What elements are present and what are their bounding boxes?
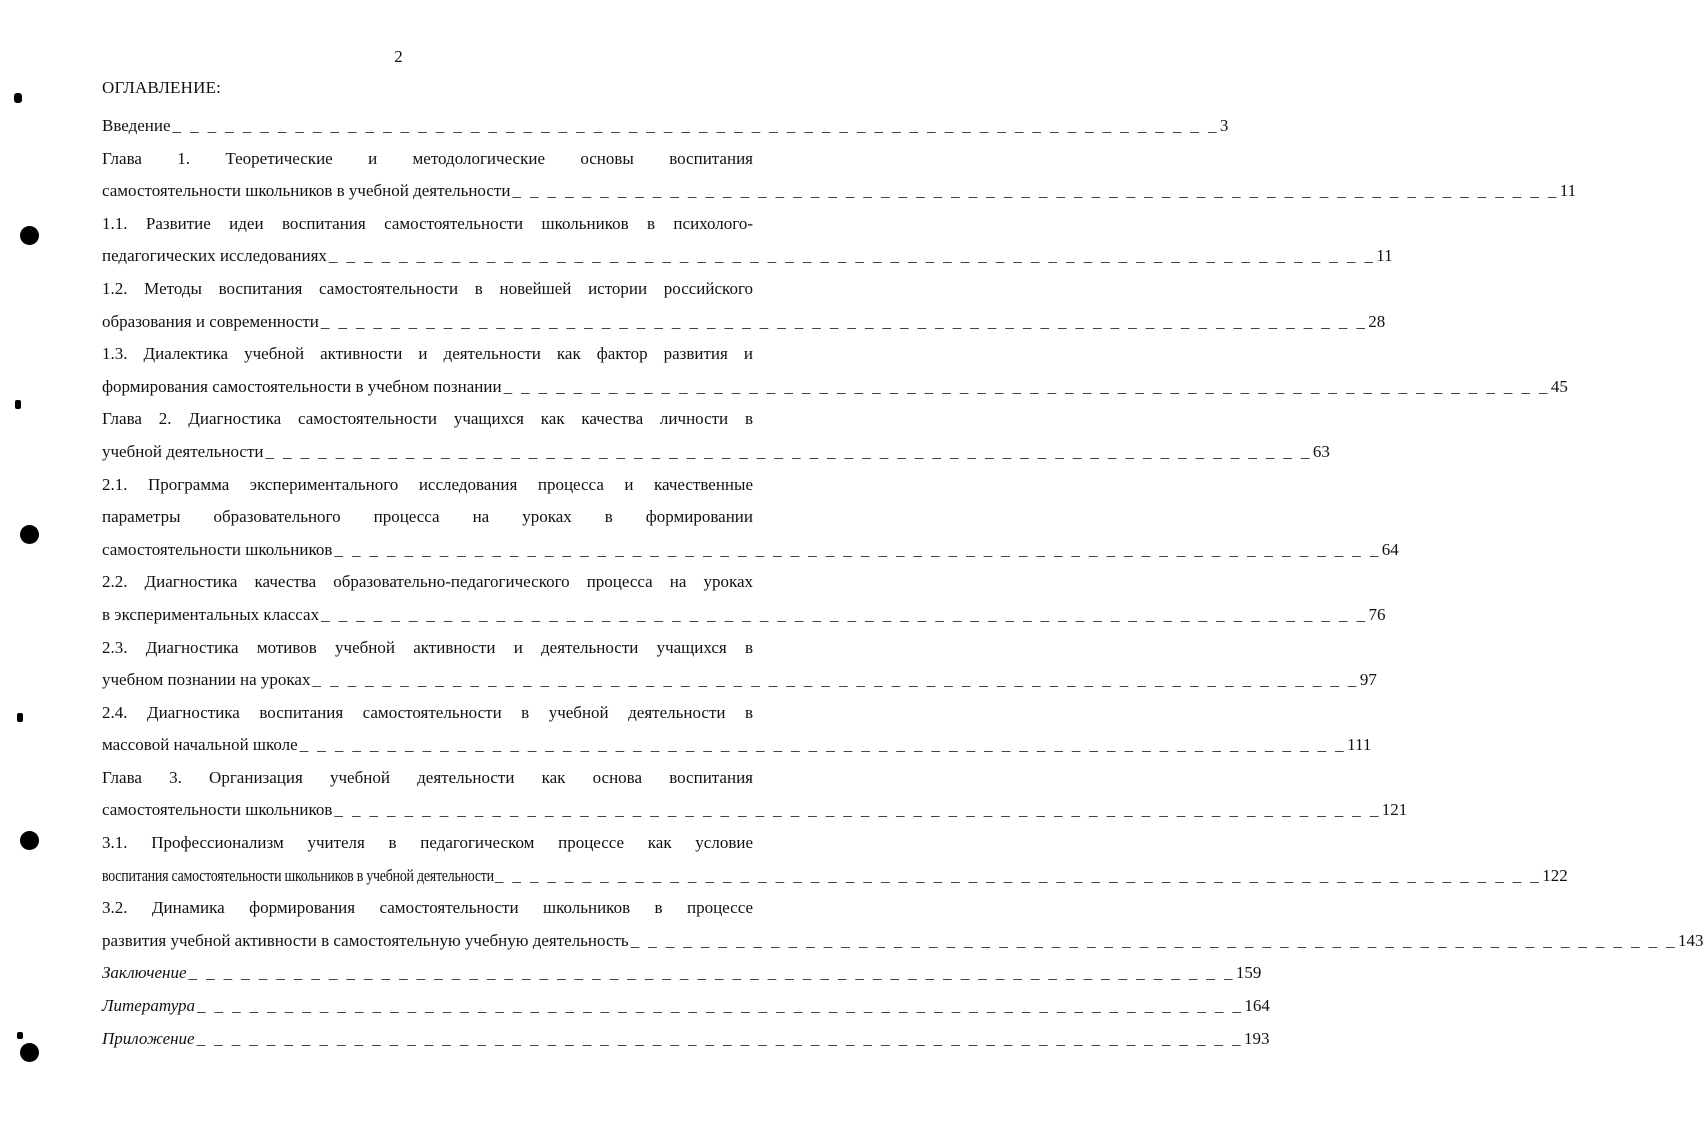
toc-entry-title: педагогических исследованиях (102, 246, 327, 266)
toc-entry-page-number: 11 (1559, 181, 1577, 201)
toc-entry-page-number: 45 (1550, 376, 1568, 396)
toc-entry-final-line (102, 175, 1577, 208)
toc-entry-text-line: 1.2. Методы воспитания самостоятельности в новейшей истории российского (102, 278, 753, 298)
toc-entry-title: учебной деятельности (102, 441, 264, 461)
toc-entry-text-line: 2.3. Диагностика мотивов учебной активности и деятельности учащихся в (102, 637, 753, 657)
scan-speck (15, 400, 21, 409)
toc-entry-page-number: 76 (1368, 604, 1386, 624)
dash-leader: _ _ _ _ _ _ _ _ _ _ _ _ _ _ _ _ _ _ _ _ _ _ _ _ _ _ _ _ _ _ _ _ _ _ _ _ _ _ _ _ _ _ _ _ _ _ _ _ _ _ _ _ _ _ _ _ _ _ _ _ (334, 800, 1381, 820)
toc-entry (102, 469, 1399, 567)
toc-entry-text-line: 2.4. Диагностика воспитания самостоятельности в учебной деятельности в (102, 702, 753, 722)
toc-entry-title: учебном познании на уроках (102, 670, 311, 690)
dash-leader: _ _ _ _ _ _ _ _ _ _ _ _ _ _ _ _ _ _ _ _ _ _ _ _ _ _ _ _ _ _ _ _ _ _ _ _ _ _ _ _ _ _ _ _ _ _ _ _ _ _ _ _ _ _ _ _ _ _ _ _ (320, 311, 1368, 331)
page-number: 2 (394, 47, 403, 66)
toc-entry-page-number: 164 (1244, 996, 1270, 1016)
punch-hole-mark (20, 1043, 39, 1062)
toc-entry-text-line: Глава 1. Теоретические и методологические основы воспитания (102, 148, 753, 168)
dash-leader: _ _ _ _ _ _ _ _ _ _ _ _ _ _ _ _ _ _ _ _ _ _ _ _ _ _ _ _ _ _ _ _ _ _ _ _ _ _ _ _ _ _ _ _ _ _ _ _ _ _ _ _ _ _ _ _ _ _ _ _ (512, 181, 1559, 201)
toc-entry-final-line (102, 664, 1377, 697)
toc-heading: ОГЛАВЛЕНИЕ: (102, 78, 222, 97)
dash-leader: _ _ _ _ _ _ _ _ _ _ _ _ _ _ _ _ _ _ _ _ _ _ _ _ _ _ _ _ _ _ _ _ _ _ _ _ _ _ _ _ _ _ _ _ _ _ _ _ _ _ _ _ _ _ _ _ _ _ _ _ (503, 376, 1550, 396)
toc-entry-final-line (102, 306, 1386, 339)
toc-entry (102, 990, 1270, 1023)
dash-leader: _ _ _ _ _ _ _ _ _ _ _ _ _ _ _ _ _ _ _ _ _ _ _ _ _ _ _ _ _ _ _ _ _ _ _ _ _ _ _ _ _ _ _ _ _ _ _ _ _ _ _ _ _ _ _ _ _ _ _ _ (312, 670, 1359, 690)
toc-entry-page-number: 28 (1368, 311, 1386, 331)
toc-entry (102, 110, 1229, 143)
toc-entry (102, 566, 1386, 631)
scan-speck (17, 713, 23, 722)
toc-entry-title: Заключение (102, 963, 187, 983)
toc-entry-title: формирования самостоятельности в учебном познании (102, 376, 502, 396)
toc-entry-final-line (102, 990, 1270, 1023)
toc-entry-text-line: 2.1. Программа экспериментального исследования процесса и качественные (102, 474, 753, 494)
dash-leader: _ _ _ _ _ _ _ _ _ _ _ _ _ _ _ _ _ _ _ _ _ _ _ _ _ _ _ _ _ _ _ _ _ _ _ _ _ _ _ _ _ _ _ _ _ _ _ _ _ _ _ _ _ _ _ _ _ _ _ _ (188, 963, 1235, 983)
toc-entry (102, 957, 1262, 990)
toc-entry (102, 892, 1704, 957)
dash-leader: _ _ _ _ _ _ _ _ _ _ _ _ _ _ _ _ _ _ _ _ _ _ _ _ _ _ _ _ _ _ _ _ _ _ _ _ _ _ _ _ _ _ _ _ _ _ _ _ _ _ _ _ _ _ _ _ _ _ _ _ (265, 441, 1312, 461)
toc-entry-text-line: параметры образовательного процесса на уроках в формировании (102, 507, 753, 527)
toc-entry-final-line (102, 860, 1568, 893)
toc-entry-title: самостоятельности школьников в учебной деятельности (102, 181, 511, 201)
toc-entry-final-line (102, 925, 1704, 958)
toc-entry-page-number: 143 (1678, 930, 1704, 950)
toc-entry-page-number: 122 (1542, 865, 1568, 885)
toc-entry-title: воспитания самостоятельности школьников в учебной деятельности (102, 865, 494, 885)
dash-leader: _ _ _ _ _ _ _ _ _ _ _ _ _ _ _ _ _ _ _ _ _ _ _ _ _ _ _ _ _ _ _ _ _ _ _ _ _ _ _ _ _ _ _ _ _ _ _ _ _ _ _ _ _ _ _ _ _ _ _ _ (196, 1028, 1243, 1048)
toc-entry-title: Приложение (102, 1028, 195, 1048)
dash-leader: _ _ _ _ _ _ _ _ _ _ _ _ _ _ _ _ _ _ _ _ _ _ _ _ _ _ _ _ _ _ _ _ _ _ _ _ _ _ _ _ _ _ _ _ _ _ _ _ _ _ _ _ _ _ _ _ _ _ _ _ (328, 246, 1376, 266)
toc-entry-final-line (102, 534, 1399, 567)
toc-entry-title: самостоятельности школьников (102, 539, 333, 559)
punch-hole-mark (20, 226, 39, 245)
toc-entry-title: Литература (102, 996, 196, 1016)
toc-entry-text-line: 1.3. Диалектика учебной активности и деятельности как фактор развития и (102, 344, 753, 364)
toc-entry-text-line: 3.1. Профессионализм учителя в педагогическом процессе как условие (102, 833, 753, 853)
dash-leader: _ _ _ _ _ _ _ _ _ _ _ _ _ _ _ _ _ _ _ _ _ _ _ _ _ _ _ _ _ _ _ _ _ _ _ _ _ _ _ _ _ _ _ _ _ _ _ _ _ _ _ _ _ _ _ _ _ _ _ _ (321, 604, 1368, 624)
toc-entry-title: Введение (102, 116, 171, 135)
toc-entry (102, 143, 1577, 208)
table-of-contents (102, 110, 1704, 1055)
toc-entry-title: массовой начальной школе (102, 735, 298, 755)
toc-entry-page-number: 111 (1347, 735, 1372, 755)
toc-entry-final-line (102, 240, 1393, 273)
toc-entry (102, 697, 1372, 762)
toc-entry-page-number: 64 (1381, 539, 1399, 559)
toc-entry-final-line (102, 371, 1568, 404)
dash-leader: _ _ _ _ _ _ _ _ _ _ _ _ _ _ _ _ _ _ _ _ _ _ _ _ _ _ _ _ _ _ _ _ _ _ _ _ _ _ _ _ _ _ _ _ _ _ _ _ _ _ _ _ _ _ _ _ _ _ _ _ (334, 539, 1381, 559)
toc-entry-title: образования и современности (102, 311, 319, 331)
scan-speck (14, 93, 22, 103)
toc-entry-page-number: 97 (1359, 670, 1377, 690)
toc-entry-page-number: 121 (1381, 800, 1408, 820)
toc-entry-page-number: 159 (1235, 963, 1262, 983)
toc-entry-final-line (102, 957, 1262, 990)
toc-entry-page-number: 11 (1376, 246, 1393, 266)
toc-entry-page-number: 63 (1312, 441, 1330, 461)
toc-entry-text-line: 2.2. Диагностика качества образовательно-педагогического процесса на уроках (102, 572, 753, 592)
toc-entry-text-line: 3.2. Динамика формирования самостоятельности школьников в процессе (102, 898, 753, 918)
toc-entry (102, 632, 1377, 697)
toc-entry-final-line (102, 1023, 1270, 1056)
toc-entry-title: самостоятельности школьников (102, 800, 333, 820)
dash-leader: _ _ _ _ _ _ _ _ _ _ _ _ _ _ _ _ _ _ _ _ _ _ _ _ _ _ _ _ _ _ _ _ _ _ _ _ _ _ _ _ _ _ _ _ _ _ _ _ _ _ _ _ _ _ _ _ _ _ _ _ (197, 996, 1244, 1016)
toc-entry-page-number: 3 (1219, 116, 1229, 135)
toc-entry (102, 827, 1568, 892)
dash-leader: _ _ _ _ _ _ _ _ _ _ _ _ _ _ _ _ _ _ _ _ _ _ _ _ _ _ _ _ _ _ _ _ _ _ _ _ _ _ _ _ _ _ _ _ _ _ _ _ _ _ _ _ _ _ _ _ _ _ _ _ (299, 735, 1347, 755)
punch-hole-mark (20, 831, 39, 850)
toc-entry-text-line: Глава 2. Диагностика самостоятельности учащихся как качества личности в (102, 409, 753, 429)
scan-speck (17, 1032, 23, 1039)
toc-entry (102, 208, 1393, 273)
toc-entry (102, 273, 1386, 338)
toc-entry (102, 762, 1408, 827)
punch-hole-mark (20, 525, 39, 544)
toc-entry-final-line (102, 794, 1408, 827)
toc-entry-title: в экспериментальных классах (102, 604, 320, 624)
toc-entry-title: развития учебной активности в самостоятельную учебную деятельность (102, 930, 629, 950)
dash-leader: _ _ _ _ _ _ _ _ _ _ _ _ _ _ _ _ _ _ _ _ _ _ _ _ _ _ _ _ _ _ _ _ _ _ _ _ _ _ _ _ _ _ _ _ _ _ _ _ _ _ _ _ _ _ _ _ _ _ _ _ (172, 116, 1219, 135)
dash-leader: _ _ _ _ _ _ _ _ _ _ _ _ _ _ _ _ _ _ _ _ _ _ _ _ _ _ _ _ _ _ _ _ _ _ _ _ _ _ _ _ _ _ _ _ _ _ _ _ _ _ _ _ _ _ _ _ _ _ _ _ (630, 930, 1678, 950)
toc-entry-page-number: 193 (1243, 1028, 1270, 1048)
toc-entry (102, 1023, 1270, 1056)
toc-entry-final-line (102, 599, 1386, 632)
toc-entry-final-line (102, 436, 1330, 469)
toc-entry (102, 338, 1568, 403)
toc-entry-text-line: Глава 3. Организация учебной деятельности как основа воспитания (102, 767, 753, 787)
toc-entry-final-line (102, 729, 1372, 762)
toc-entry-final-line (102, 110, 1229, 143)
toc-entry (102, 403, 1330, 468)
dash-leader: _ _ _ _ _ _ _ _ _ _ _ _ _ _ _ _ _ _ _ _ _ _ _ _ _ _ _ _ _ _ _ _ _ _ _ _ _ _ _ _ _ _ _ _ _ _ _ _ _ _ _ _ _ _ _ _ _ _ _ _ (494, 865, 1542, 885)
toc-entry-text-line: 1.1. Развитие идеи воспитания самостоятельности школьников в психолого- (102, 213, 753, 233)
